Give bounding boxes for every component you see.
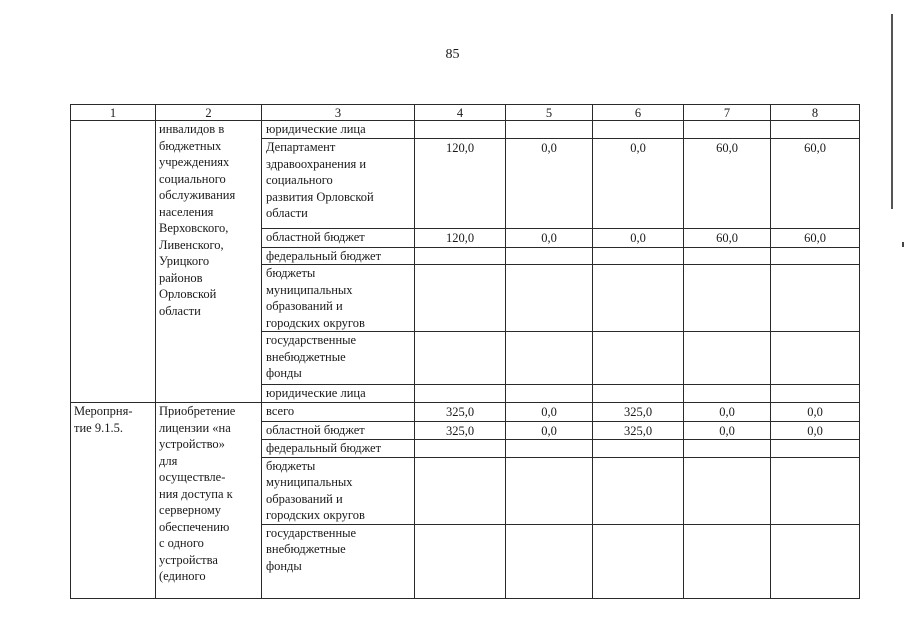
amount-v6 [593,457,684,524]
block2-event-name-line: устройство» [159,437,225,451]
amount-v4 [415,385,506,403]
funding-source-line: внебюджетные [266,349,346,364]
funding-source-line: государственные [266,525,357,540]
block2-event-code-line: тие 9.1.5. [74,420,123,435]
funding-source [262,139,415,229]
amount-v7 [684,332,771,385]
funding-source-line: юридические лица [266,386,366,400]
block2-row [71,403,860,422]
block2-event-code [71,403,156,599]
header-row [71,105,860,121]
funding-source-line: городских округов [266,508,365,522]
amount-v4 [415,121,506,139]
amount-v7: 60,0 [684,139,771,229]
amount-v4 [415,524,506,598]
amount-v6 [593,332,684,385]
amount-v8: 0,0 [771,421,860,440]
funding-source-line: федеральный бюджет [266,248,382,263]
amount-v5: 0,0 [506,421,593,440]
funding-source [262,247,415,265]
funding-source [262,440,415,458]
amount-v8 [771,524,860,598]
funding-source-line: Департамент [266,140,336,154]
funding-source-line: развития Орловской [266,189,374,204]
block1-event-name-line: области [159,303,201,318]
funding-source-line: внебюджетные [266,542,346,556]
funding-source [262,421,415,440]
block1-event-name-line: Верховского, [159,221,229,235]
funding-source-line: всего [266,404,295,418]
block1-event-name-line: населения [159,204,214,219]
funding-source-line: здравоохранения и [266,156,367,171]
amount-v6 [593,385,684,403]
header-cell-1: 1 [71,105,156,121]
header-cell-3: 3 [262,105,415,121]
amount-v4 [415,332,506,385]
funding-source-line: образований и [266,491,343,506]
block1-event-name-line: социального [159,171,226,186]
funding-source-line: муниципальных [266,282,353,297]
header-cell-2: 2 [156,105,262,121]
funding-source-line: юридические лица [266,122,366,136]
amount-v7: 0,0 [684,403,771,422]
amount-v5 [506,332,593,385]
amount-v8 [771,121,860,139]
amount-v8 [771,385,860,403]
block2-event-name-line: Приобретение [159,404,236,418]
block1-event-name [156,121,262,403]
block2-event-name [156,403,262,599]
amount-v6: 325,0 [593,403,684,422]
amount-v6 [593,265,684,332]
amount-v4: 120,0 [415,139,506,229]
amount-v5: 0,0 [506,139,593,229]
funding-source [262,332,415,385]
page-number: 85 [445,47,460,62]
amount-v5 [506,385,593,403]
header-cell-5: 5 [506,105,593,121]
header-cell-4: 4 [415,105,506,121]
block2-event-name-line: обеспечению [159,519,230,534]
amount-v8 [771,265,860,332]
funding-source-line: фонды [266,366,302,380]
amount-v4 [415,440,506,458]
header-cell-8: 8 [771,105,860,121]
scan-edge-mark [902,242,904,247]
scan-edge-line [891,14,893,209]
funding-source [262,457,415,524]
amount-v4 [415,265,506,332]
amount-v5 [506,265,593,332]
amount-v6 [593,440,684,458]
amount-v4 [415,457,506,524]
amount-v7 [684,457,771,524]
amount-v8: 60,0 [771,229,860,248]
block2-event-name-line: лицензии «на [159,420,231,435]
amount-v8 [771,247,860,265]
block1-event-name-line: бюджетных [159,138,222,153]
amount-v6 [593,121,684,139]
block1-event-code [71,121,156,403]
funding-source-line: муниципальных [266,475,353,489]
funding-source-line: бюджеты [266,266,316,280]
amount-v8 [771,440,860,458]
block2-event-name-line: с одного [159,536,204,550]
funding-source [262,121,415,139]
block2-event-name-line: для [159,453,178,468]
block1-event-name-line: Орловской [159,287,217,301]
block2-event-code-line: Меропрня- [74,404,133,418]
amount-v7 [684,385,771,403]
funding-source-line: области [266,206,308,220]
block1-event-name-line: Урицкого [159,254,210,268]
amount-v6: 0,0 [593,229,684,248]
amount-v5: 0,0 [506,229,593,248]
funding-source-line: бюджеты [266,458,316,473]
amount-v4: 325,0 [415,421,506,440]
funding-source-line: городских округов [266,315,365,330]
amount-v6 [593,247,684,265]
funding-source-line: государственные [266,333,357,347]
funding-source-line: областной бюджет [266,230,365,244]
funding-source [262,265,415,332]
block2-event-name-line: ния доступа к [159,486,233,501]
funding-source-line: фонды [266,558,302,573]
block1-row [71,121,860,139]
block1-event-name-line: районов [159,270,203,285]
block1-event-name-line: инвалидов в [159,122,225,136]
amount-v8 [771,332,860,385]
funding-source [262,403,415,422]
amount-v4: 120,0 [415,229,506,248]
amount-v4 [415,247,506,265]
block1-event-name-line: Ливенского, [159,237,224,252]
amount-v5 [506,457,593,524]
amount-v5 [506,440,593,458]
funding-source-line: социального [266,173,333,187]
amount-v6 [593,524,684,598]
funding-source [262,385,415,403]
block2-event-name-line: серверному [159,503,221,517]
amount-v7: 0,0 [684,421,771,440]
funding-source [262,524,415,598]
amount-v7 [684,524,771,598]
amount-v7 [684,247,771,265]
amount-v5 [506,247,593,265]
amount-v8: 0,0 [771,403,860,422]
block1-event-name-line: учреждениях [159,155,230,169]
amount-v5: 0,0 [506,403,593,422]
funding-source-line: федеральный бюджет [266,441,382,455]
amount-v6: 325,0 [593,421,684,440]
amount-v7 [684,121,771,139]
block2-event-name-line: устройства [159,552,218,567]
amount-v7 [684,440,771,458]
amount-v7: 60,0 [684,229,771,248]
amount-v7 [684,265,771,332]
amount-v8 [771,457,860,524]
block2-event-name-line: осуществле- [159,470,226,484]
amount-v5 [506,524,593,598]
amount-v8: 60,0 [771,139,860,229]
amount-v4: 325,0 [415,403,506,422]
header-cell-7: 7 [684,105,771,121]
block2-event-name-line: (единого [159,569,206,583]
funding-source-line: областной бюджет [266,422,365,437]
header-cell-6: 6 [593,105,684,121]
amount-v6: 0,0 [593,139,684,229]
block1-event-name-line: обслуживания [159,188,236,202]
funding-source-line: образований и [266,299,343,313]
funding-source [262,229,415,248]
amount-v5 [506,121,593,139]
budget-table [70,104,860,599]
